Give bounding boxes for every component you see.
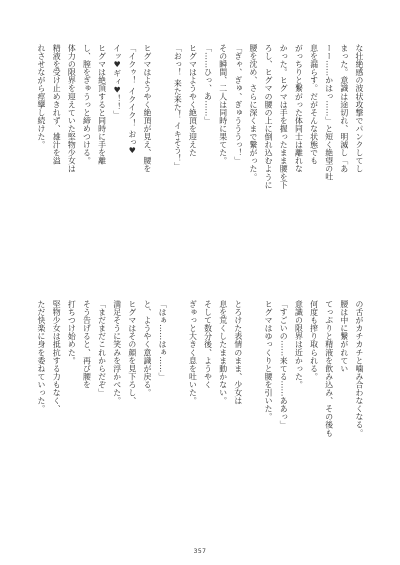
text-column: 打ちつけ始めた。: [67, 300, 77, 365]
text-column: ヒグマはようやく絶頂が見え、腰を: [142, 44, 152, 173]
text-column: 「イクゥ！ イクイク！ おっ♥: [127, 44, 137, 156]
text-column: 息を荒くしたまま動かない。: [218, 300, 228, 405]
text-column: し、膣をぎゅうっと締めつける。: [82, 44, 92, 165]
text-column: てっぷりと精液を飲み込み、その後も: [324, 300, 334, 437]
text-column: ヒグマはゆっくりと腰を引いた。: [264, 300, 274, 421]
text-column: 満足そうに笑みを浮かべた。: [112, 300, 122, 405]
text-column: れさせながら痙攣し続けた。: [37, 44, 46, 149]
text-column: 意識の限界は近かった。: [294, 300, 304, 389]
text-column: の舌がカチカチと噛み合わなくなる。: [354, 300, 364, 437]
text-column: ヒグマは絶頂すると同時に手を離: [97, 44, 107, 165]
text-column: かった。ヒグマは手を握ったまま腰を下: [279, 44, 289, 189]
text-column: とろけた表情のまま、少女は: [233, 300, 243, 405]
text-column: ただ快楽に身を委ねていった。: [37, 300, 46, 413]
text-column: ーー……かはっ……」と短く絶望の吐: [324, 44, 334, 181]
text-column: 体力の限界を迎えていた堅物少女は: [67, 44, 77, 173]
text-column: 「ぎゃ、ぎゅ、ぎゅうううっ！」: [233, 44, 243, 165]
text-column: 腰は中に繋がれてい: [339, 300, 349, 373]
text-column: 「……ひっ、あ……」: [203, 44, 213, 125]
text-column: 息を漏らす。だがそんな状態でも: [309, 44, 319, 165]
text-column: と、ようやく意識が戻る。: [142, 300, 152, 397]
text-column: 堅物少女は抵抗する力もなく、: [52, 300, 62, 413]
text-column: [157, 44, 167, 276]
text-block-bottom: [36, 300, 364, 532]
text-column: 何度も搾り取られる。: [309, 300, 319, 381]
text-column: ぎゅっと大きく息を吐いた。: [188, 300, 198, 405]
text-column: がっちりと繋がった体同士は離れな: [294, 44, 304, 173]
text-column: その瞬間、二人は同時に果てた。: [218, 44, 228, 165]
text-column: イッ♥ギィ♥！！」: [112, 44, 122, 119]
text-column: 「はぁ……はぁ……」: [158, 300, 168, 381]
text-column: そう告げると、再び腰を: [82, 300, 92, 389]
text-column: [172, 300, 182, 532]
text-column: 精液を受け止めきれず、雄汁を溢: [52, 44, 62, 165]
text-column: ヒグマはようやく絶頂を迎えた: [188, 44, 198, 157]
text-column: [248, 300, 258, 532]
text-block-top: [36, 44, 364, 276]
text-column: 腰を沈め、さらに深くまで繋がった。: [248, 44, 258, 181]
text-column: ヒグマはその顔を見下ろし、: [127, 300, 137, 405]
text-column: 「すごいの……来てる……ああっ」: [279, 300, 289, 429]
text-column: まった。意識は途切れ、明滅し「あ: [339, 44, 349, 173]
text-column: そして数分後、ようやく: [203, 300, 213, 389]
text-column: ろし、ヒグマの腰の上に倒れ込むように: [264, 44, 274, 189]
text-column: 「おっ！ 来た来た！ イキそう！」: [173, 44, 183, 171]
page-number: 357: [193, 548, 207, 555]
text-column: な壮絶感の波状攻撃でパンクしてし: [354, 44, 364, 173]
text-column: 「まだまだこれからだぞ」: [97, 300, 107, 397]
